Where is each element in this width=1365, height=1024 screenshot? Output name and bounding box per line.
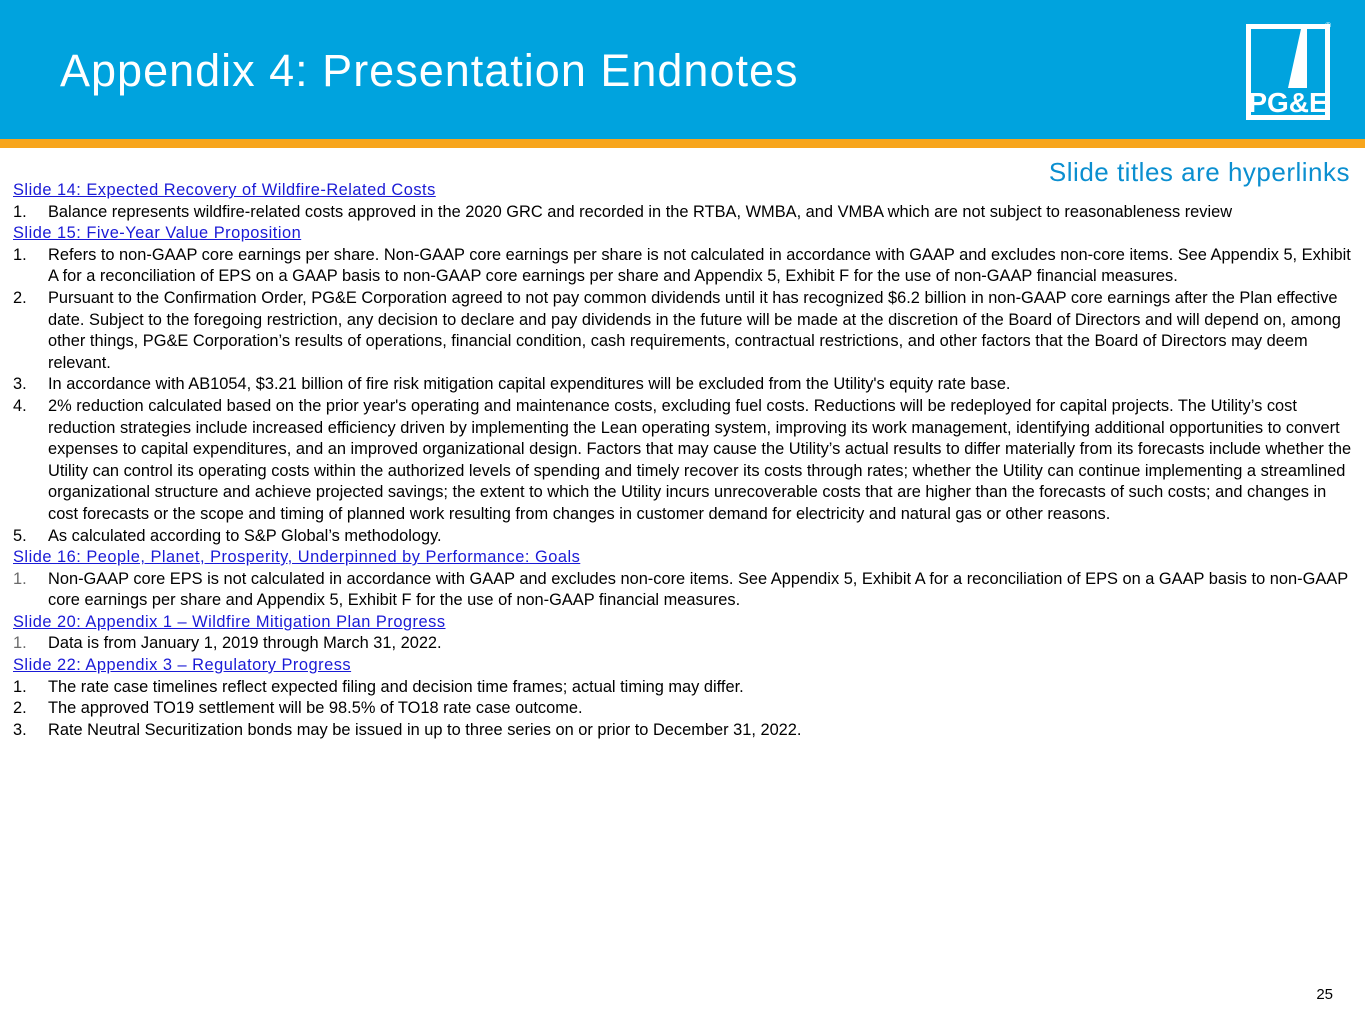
page-number: 25 [1316, 986, 1333, 1003]
note-text: Pursuant to the Confirmation Order, PG&E Corporation agreed to not pay common dividends until it has recognized $6.2 billion in non-GAAP core earnings after the Plan effective date. Subject to the foregoing restriction, any decision to declare and pay dividends in the future will be made at the discretion of the Board of Directors and will depend on, among other things, PG&E Corporation’s results of operations, financial condition, cash requirements, contractual restrictions, and other factors that the Board of Directors may deem relevant. [48, 288, 1341, 372]
slide-16-link[interactable]: Slide 16: People, Planet, Prosperity, Underpinned by Performance: Goals [13, 548, 581, 567]
list-item [13, 374, 1353, 396]
slide-20-link[interactable]: Slide 20: Appendix 1 – Wildfire Mitigation Plan Progress [13, 612, 446, 631]
list-item [13, 698, 1353, 720]
note-number: 1. [13, 202, 27, 221]
note-number: 1. [13, 634, 27, 653]
page-title: Appendix 4: Presentation Endnotes [60, 45, 799, 96]
note-number: 4. [13, 396, 27, 415]
header-stripe [0, 139, 1365, 148]
note-text: Non-GAAP core EPS is not calculated in accordance with GAAP and excludes non-core items. See Appendix 5, Exhibit A for a reconciliation of EPS on a GAAP basis to non-GAAP core earnings per share and Appendix 5, Exhibit F for the use of non-GAAP financial measures. [48, 569, 1348, 610]
section-slide-14 [13, 180, 1353, 223]
list-item [13, 526, 1353, 548]
note-number: 2. [13, 699, 27, 718]
section-slide-15 [13, 223, 1353, 547]
note-number: 1. [13, 569, 27, 588]
note-text: 2% reduction calculated based on the prior year's operating and maintenance costs, excluding fuel costs. Reductions will be redeployed for capital projects. The Utility’s cost reduction strategies include increased efficiency driven by implementing the Lean operating system, improving its work management, identifying additional opportunities to convert expenses to capital expenditures, and an improved organizational design. Factors that may cause the Utility’s actual results to differ materially from its forecasts include whether the Utility can control its operating costs within the authorized levels of spending and timely recover its costs through rates; whether the Utility can continue implementing a streamlined organizational structure and achieve projected savings; the extent to which the Utility incurs unrecoverable costs that are higher than the forecasts of such costs; and changes in cost forecasts or the scope and timing of planned work resulting from changes in customer demand for electricity and natural gas or other reasons. [48, 396, 1352, 523]
note-number: 5. [13, 526, 27, 545]
note-text: Rate Neutral Securitization bonds may be issued in up to three series on or prior to December 31, 2022. [48, 720, 802, 739]
list-item [13, 202, 1353, 224]
note-number: 1. [13, 677, 27, 696]
note-text: Data is from January 1, 2019 through March 31, 2022. [48, 634, 442, 653]
list-item [13, 288, 1353, 374]
endnotes-content [13, 180, 1353, 741]
logo-registered-mark: ® [1325, 21, 1331, 30]
note-text: As calculated according to S&P Global’s methodology. [48, 526, 442, 545]
note-number: 3. [13, 720, 27, 739]
list-item [13, 677, 1353, 699]
list-item [13, 569, 1353, 612]
logo-text: PG&E [1248, 87, 1328, 118]
note-text: Refers to non-GAAP core earnings per share. Non-GAAP core earnings per share is not calculated in accordance with GAAP and excludes non-core items. See Appendix 5, Exhibit A for a reconciliation of EPS on a GAAP basis to non-GAAP core earnings per share and Appendix 5, Exhibit F for the use of non-GAAP financial measures. [48, 245, 1351, 286]
note-text: In accordance with AB1054, $3.21 billion of fire risk mitigation capital expenditures will be excluded from the Utility's equity rate base. [48, 375, 1011, 394]
note-number: 3. [13, 375, 27, 394]
section-slide-22 [13, 655, 1353, 741]
slide-15-link[interactable]: Slide 15: Five-Year Value Proposition [13, 224, 302, 243]
slide-14-link[interactable]: Slide 14: Expected Recovery of Wildfire-Related Costs [13, 181, 436, 199]
note-number: 2. [13, 288, 27, 307]
list-item [13, 396, 1353, 526]
pge-logo [1243, 20, 1333, 122]
note-text: The rate case timelines reflect expected filing and decision time frames; actual timing may differ. [48, 677, 744, 696]
slide-22-link[interactable]: Slide 22: Appendix 3 – Regulatory Progress [13, 656, 352, 675]
note-text: Balance represents wildfire-related costs approved in the 2020 GRC and recorded in the RTBA, WMBA, and VMBA which are not subject to reasonableness review [48, 202, 1233, 221]
hyperlink-hint: Slide titles are hyperlinks [1048, 157, 1350, 187]
list-item [13, 245, 1353, 288]
note-text: The approved TO19 settlement will be 98.5% of TO18 rate case outcome. [48, 699, 583, 718]
section-slide-20 [13, 612, 1353, 655]
list-item [13, 720, 1353, 742]
note-number: 1. [13, 245, 27, 264]
list-item [13, 633, 1353, 655]
section-slide-16 [13, 547, 1353, 612]
